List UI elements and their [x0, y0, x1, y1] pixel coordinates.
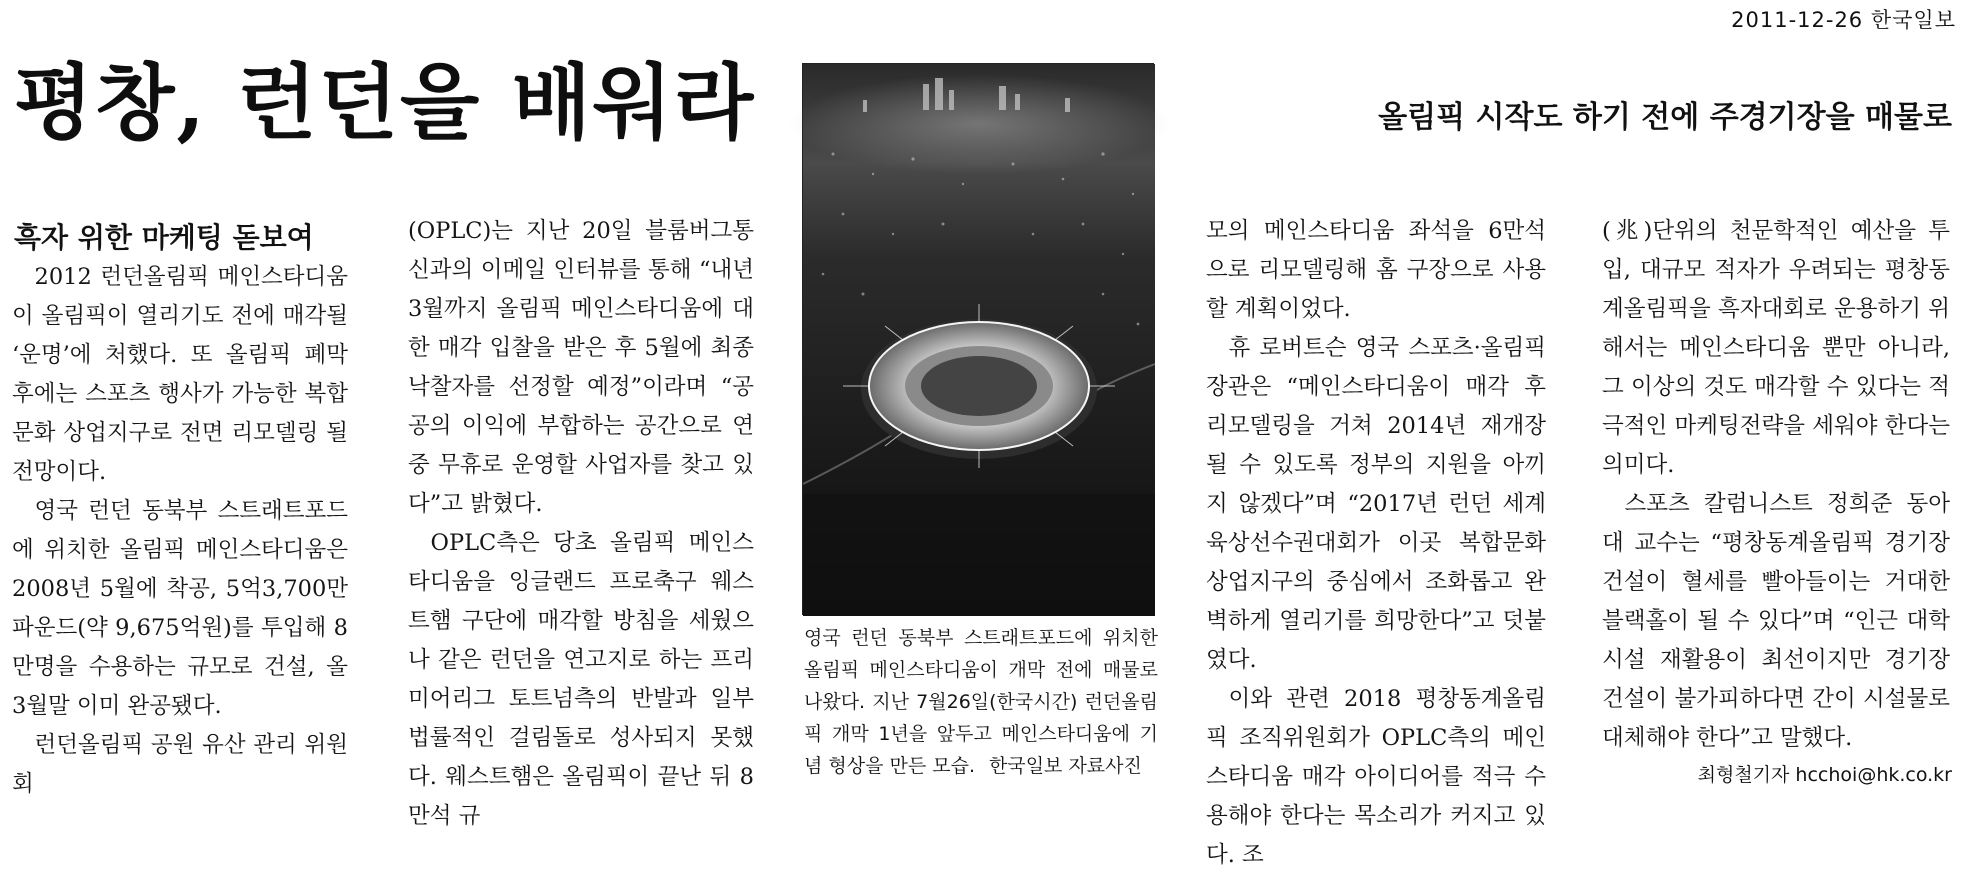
stadium-aerial-image	[803, 64, 1155, 616]
paragraph: 런던올림픽 공원 유산 관리 위원회	[12, 732, 348, 797]
article-column-2	[408, 212, 754, 836]
article-column-1	[12, 258, 348, 804]
paragraph: 모의 메인스타디움 좌석을 6만석으로 리모델링해 홈 구장으로 사용할 계획이었다.	[1206, 218, 1546, 322]
paragraph: (OPLC)는 지난 20일 블룸버그통신과의 이메일 인터뷰를 통해 “내년 3월까지 올림픽 메인스타디움에 대한 매각 입찰을 받은 후 5월에 최종 낙찰자를 선정할 예정”이라며 “공공의 이익에 부합하는 공간으로 연중 무휴로 운영할 사업자를 찾고 있다”고 밝혔다.	[408, 218, 754, 517]
caption-text: 영국 런던 동북부 스트래트포드에 위치한 올림픽 메인스타디움이 개막 전에 매물로 나왔다. 지난 7월26일(한국시간) 런던올림픽 개막 1년을 앞두고 메인스타디움에 기념 형상을 만든 모습.	[804, 627, 1158, 777]
kicker: 흑자 위한 마케팅 돋보여	[14, 221, 314, 254]
byline: 최형철기자 hcchoi@hk.co.kr	[1697, 764, 1952, 786]
paragraph: (兆)단위의 천문학적인 예산을 투입, 대규모 적자가 우려되는 평창동계올림픽을 흑자대회로 운용하기 위해서는 메인스타디움 뿐만 아니라, 그 이상의 것도 매각할 수 있다는 적극적인 마케팅전략을 세워야 한다는 의미다.	[1602, 218, 1950, 478]
photo-credit: 한국일보 자료사진	[989, 755, 1142, 777]
article-column-3	[1206, 212, 1546, 875]
paragraph: OPLC측은 당초 올림픽 메인스타디움을 잉글랜드 프로축구 웨스트햄 구단에 매각할 방침을 세웠으나 같은 런던을 연고지로 하는 프리미어리그 토트넘측의 반발과 일부 법률적인 걸림돌로 성사되지 못했다. 웨스트햄은 올림픽이 끝난 뒤 8만석 규	[408, 530, 754, 829]
paragraph: 휴 로버트슨 영국 스포츠·올림픽 장관은 “메인스타디움이 매각 후 리모델링을 거쳐 2014년 재개장 될 수 있도록 정부의 지원을 아끼지 않겠다”며 “2017년 런던 세계육상선수권대회가 이곳 복합문화상업지구의 중심에서 조화롭고 완벽하게 열리기를 희망한다”고 덧붙였다.	[1206, 335, 1546, 673]
photo-caption	[804, 622, 1158, 782]
paragraph: 스포츠 칼럼니스트 정희준 동아대 교수는 “평창동계올림픽 경기장 건설이 혈세를 빨아들이는 거대한 블랙홀이 될 수 있다”며 “인근 대학 시설 재활용이 최선이지만 경기장 건설이 불가피하다면 간이 시설물로 대체해야 한다”고 말했다.	[1602, 491, 1950, 751]
article-column-4	[1602, 212, 1950, 758]
paragraph: 2012 런던올림픽 메인스타디움이 올림픽이 열리기도 전에 매각될 ‘운명’에 처했다. 또 올림픽 폐막 후에는 스포츠 행사가 가능한 복합 문화 상업지구로 전면 리모델링 될 전망이다.	[12, 264, 348, 485]
paragraph: 이와 관련 2018 평창동계올림픽 조직위원회가 OPLC측의 메인스타디움 매각 아이디어를 적극 수용해야 한다는 목소리가 커지고 있다. 조	[1206, 686, 1546, 868]
dateline: 2011-12-26 한국일보	[1731, 8, 1956, 32]
subheadline: 올림픽 시작도 하기 전에 주경기장을 매물로	[1378, 100, 1952, 135]
paragraph: 영국 런던 동북부 스트래트포드에 위치한 올림픽 메인스타디움은 2008년 5월에 착공, 5억3,700만파운드(약 9,675억원)를 투입해 8만명을 수용하는 규모로 건설, 올 3월말 이미 완공됐다.	[12, 498, 348, 719]
headline: 평창, 런던을 배워라	[14, 55, 756, 151]
stadium-photo	[802, 63, 1154, 615]
